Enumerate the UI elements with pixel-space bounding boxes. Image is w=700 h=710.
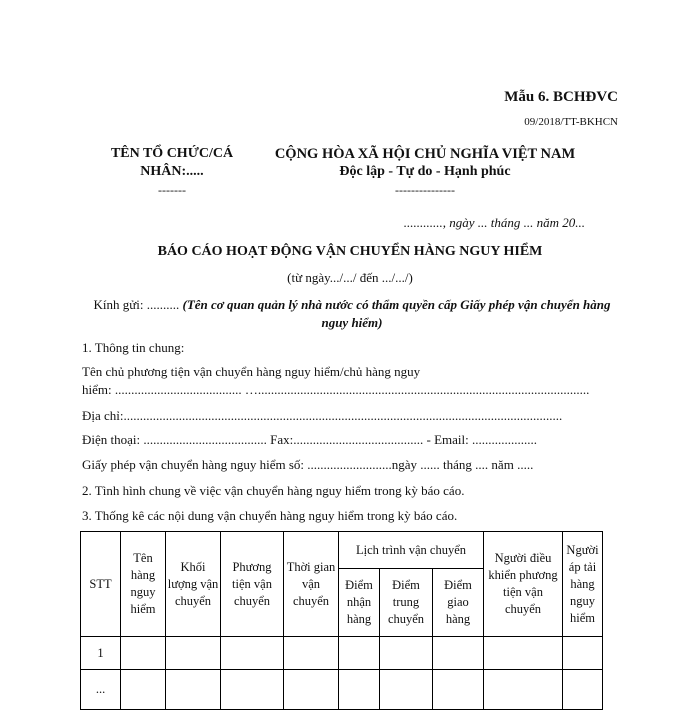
- table-row: [81, 637, 603, 670]
- recipient-line: [82, 296, 622, 332]
- table-cell: [563, 637, 603, 670]
- table-cell: [563, 670, 603, 710]
- table-cell: [433, 637, 484, 670]
- report-period: (từ ngày.../.../ đến .../.../): [287, 270, 413, 285]
- table-cell: [484, 637, 563, 670]
- table-cell: [121, 670, 166, 710]
- report-title: BÁO CÁO HOẠT ĐỘNG VẬN CHUYỂN HÀNG NGUY HIỂM: [157, 244, 543, 259]
- recipient-label: Kính gửi: ..........: [93, 297, 180, 312]
- contact-field: Điện thoại: ...................................... Fax:........................................ - Email: ....................: [82, 432, 537, 447]
- date-line: ............, ngày ... tháng ... năm 20...: [403, 215, 585, 230]
- recipient-note: (Tên cơ quan quản lý nhà nước có thẩm quyền cấp Giấy phép vận chuyển hàng nguy hiểm): [182, 297, 611, 330]
- header-goods-name: Tên hàng nguy hiểm: [121, 532, 166, 637]
- header-escort: Người áp tải hàng nguy hiểm: [563, 532, 603, 637]
- section-1-heading: 1. Thông tin chung:: [82, 340, 185, 355]
- header-delivery-point: Điểm giao hàng: [433, 569, 484, 637]
- form-code: Mẫu 6. BCHĐVC: [504, 89, 618, 105]
- table-cell: [433, 670, 484, 710]
- table-cell: [380, 670, 433, 710]
- national-title: CỘNG HÒA XÃ HỘI CHỦ NGHĨA VIỆT NAM: [274, 146, 576, 162]
- table-cell: [166, 670, 221, 710]
- owner-field: hiểm: ....................................... …......................................................................................................: [82, 382, 590, 397]
- header-pickup-point: Điểm nhận hàng: [339, 569, 380, 637]
- row-stt: 1: [81, 637, 121, 670]
- circular-reference: 09/2018/TT-BKHCN: [524, 116, 618, 128]
- organization-dashes: -------: [158, 183, 186, 197]
- header-stt: STT: [81, 532, 121, 637]
- table-cell: [484, 670, 563, 710]
- section-2-heading: 2. Tình hình chung về việc vận chuyển hàng nguy hiểm trong kỳ báo cáo.: [82, 483, 465, 498]
- table-cell: [221, 670, 284, 710]
- header-schedule: Lịch trình vận chuyển: [339, 532, 484, 569]
- statistics-table: [80, 531, 603, 710]
- section-3-heading: 3. Thống kê các nội dung vận chuyển hàng nguy hiểm trong kỳ báo cáo.: [82, 508, 458, 523]
- national-motto: Độc lập - Tự do - Hạnh phúc: [339, 164, 511, 179]
- header-transit-point: Điểm trung chuyển: [380, 569, 433, 637]
- table-cell: [339, 670, 380, 710]
- table-row: [81, 670, 603, 710]
- header-driver: Người điều khiển phương tiện vận chuyển: [484, 532, 563, 637]
- header-vehicle: Phương tiện vận chuyển: [221, 532, 284, 637]
- table-cell: [380, 637, 433, 670]
- table-cell: [284, 670, 339, 710]
- header-time: Thời gian vận chuyển: [284, 532, 339, 637]
- table-cell: [339, 637, 380, 670]
- motto-dashes: ---------------: [395, 183, 455, 197]
- owner-label: Tên chủ phương tiện vận chuyển hàng nguy hiểm/chủ hàng nguy: [82, 364, 421, 379]
- table-cell: [166, 637, 221, 670]
- address-field: Địa chỉ:.......................................................................................................................................: [82, 408, 563, 423]
- row-stt: ...: [81, 670, 121, 710]
- header-volume: Khối lượng vận chuyển: [166, 532, 221, 637]
- organization-name-label: TÊN TỔ CHỨC/CÁ NHÂN:.....: [110, 146, 234, 179]
- table-cell: [284, 637, 339, 670]
- license-field: Giấy phép vận chuyển hàng nguy hiểm số: ..........................ngày ...... tháng .... năm .....: [82, 457, 534, 472]
- table-cell: [121, 637, 166, 670]
- table-cell: [221, 637, 284, 670]
